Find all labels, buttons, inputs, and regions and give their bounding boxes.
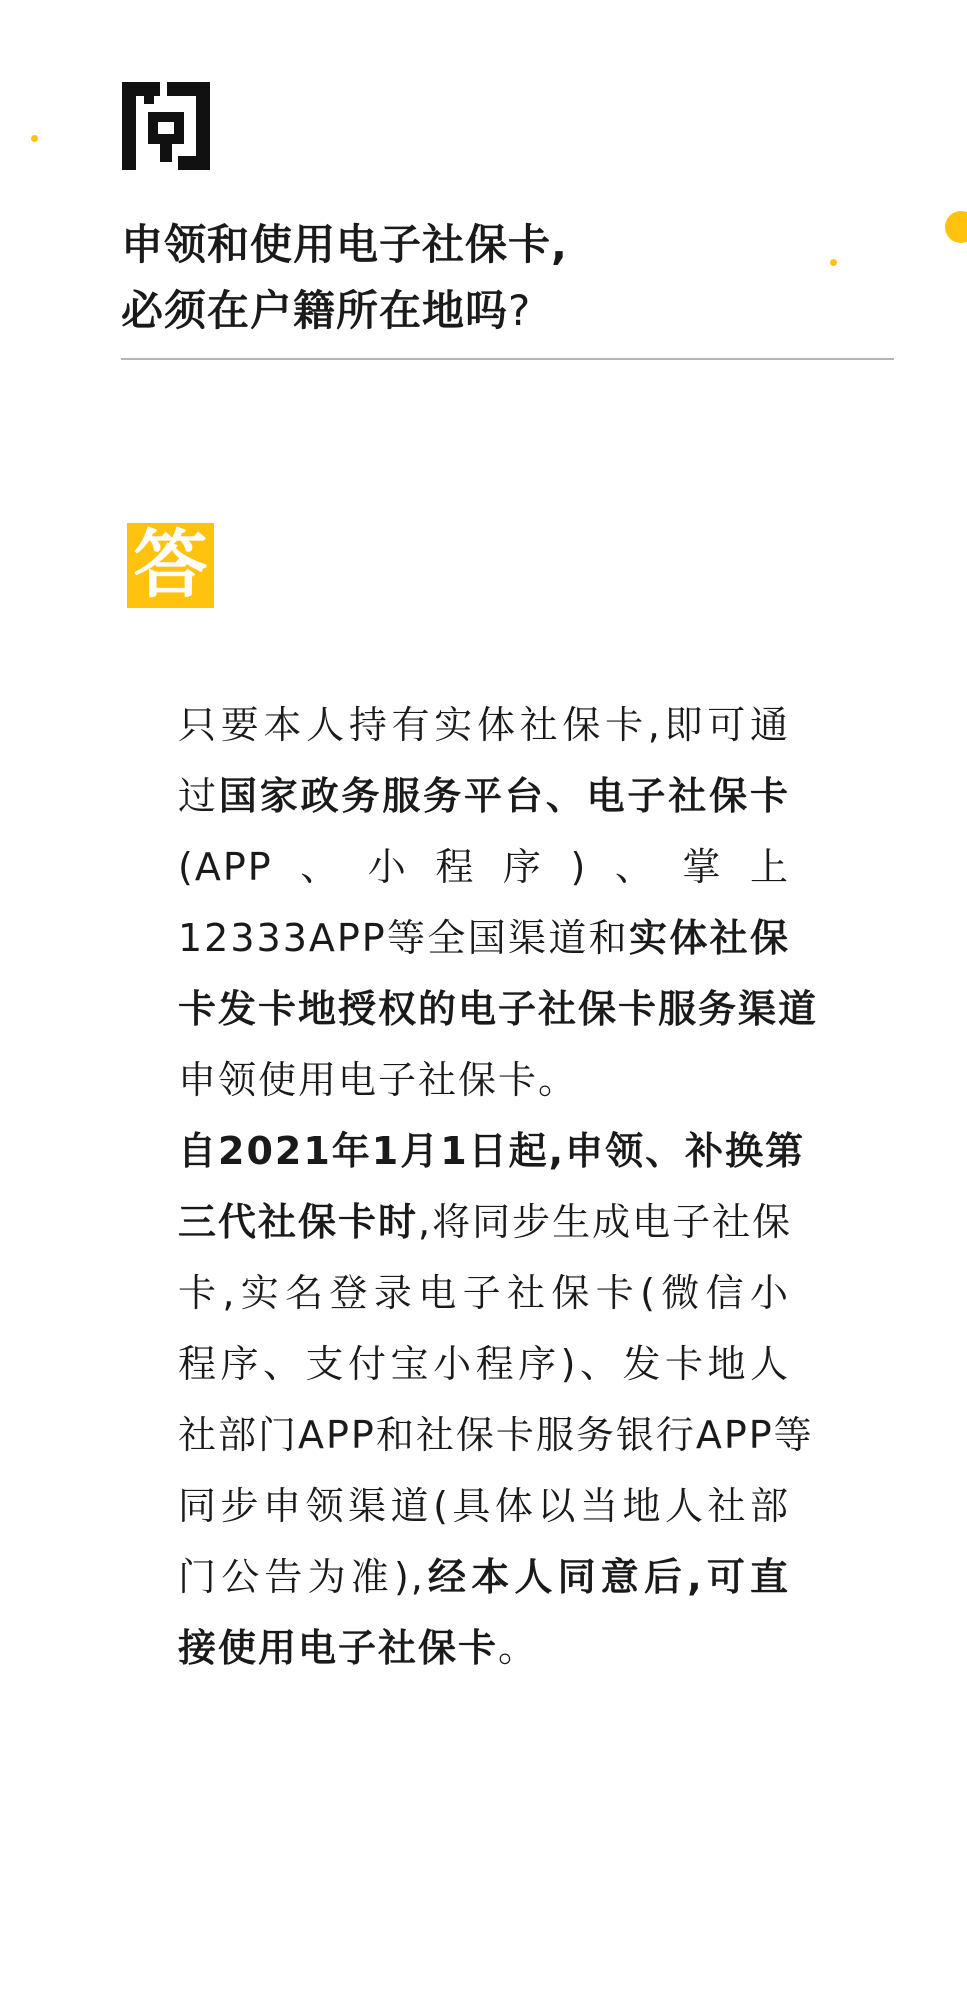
decorative-dot [31, 135, 38, 142]
question-title [121, 212, 881, 344]
answer-line [178, 1187, 793, 1258]
answer-line [178, 1542, 790, 1613]
answer-text-normal: (APP、小程序)、掌上 [178, 845, 790, 889]
answer-line [178, 1116, 806, 1187]
wen-icon-graphic [122, 82, 210, 170]
answer-line [178, 1613, 790, 1684]
answer-text-normal: 。 [498, 1626, 539, 1670]
question-mark: ? [508, 286, 532, 335]
answer-line [178, 1471, 790, 1542]
answer-text-normal: 过 [178, 774, 219, 818]
answer-text-bold: 经本人同意后,可直 [424, 1555, 791, 1599]
answer-text-bold: 实体社保 [629, 916, 790, 960]
answer-line [178, 761, 790, 832]
answer-text-normal: 申领使用电子社保卡。 [178, 1058, 579, 1102]
answer-line [178, 1045, 790, 1116]
answer-text-normal: 卡,实名登录电子社保卡(微信小 [178, 1271, 790, 1315]
answer-text-normal: 门公告为准), [178, 1555, 425, 1599]
answer-text-normal: 12333APP等全国渠道和 [178, 916, 629, 960]
answer-text-normal: 社部门APP和社保卡服务银行APP等 [178, 1413, 814, 1457]
answer-text-bold: 三代社保卡时 [178, 1200, 419, 1244]
answer-line [178, 1258, 790, 1329]
question-line-1: 申领和使用电子社保卡, [121, 220, 568, 269]
answer-line [178, 1400, 814, 1471]
question-line-2-text: 必须在户籍所在地吗 [121, 286, 509, 335]
answer-line [178, 903, 790, 974]
question-line-2 [121, 278, 881, 344]
answer-text [178, 690, 819, 1684]
answer-line [178, 974, 819, 1045]
answer-text-normal: 同步申领渠道(具体以当地人社部 [178, 1484, 790, 1528]
answer-line [178, 690, 790, 761]
answer-text-normal: 程序、支付宝小程序)、发卡地人 [178, 1342, 790, 1386]
answer-text-normal: ,将同步生成电子社保 [418, 1200, 793, 1244]
wen-question-icon [122, 82, 210, 170]
answer-text-bold: 国家政务服务平台、电子社保卡 [218, 774, 790, 818]
answer-text-bold: 卡发卡地授权的电子社保卡服务渠道 [178, 987, 819, 1031]
section-divider [121, 358, 894, 360]
answer-badge: 答 [127, 523, 214, 608]
answer-text-normal: 只要本人持有实体社保卡,即可通 [178, 703, 790, 747]
decorative-dot [945, 211, 967, 243]
answer-line [178, 1329, 790, 1400]
answer-text-bold: 接使用电子社保卡 [178, 1626, 499, 1670]
answer-text-bold: 自2021年1月1日起,申领、补换第 [178, 1129, 806, 1173]
answer-line [178, 832, 790, 903]
